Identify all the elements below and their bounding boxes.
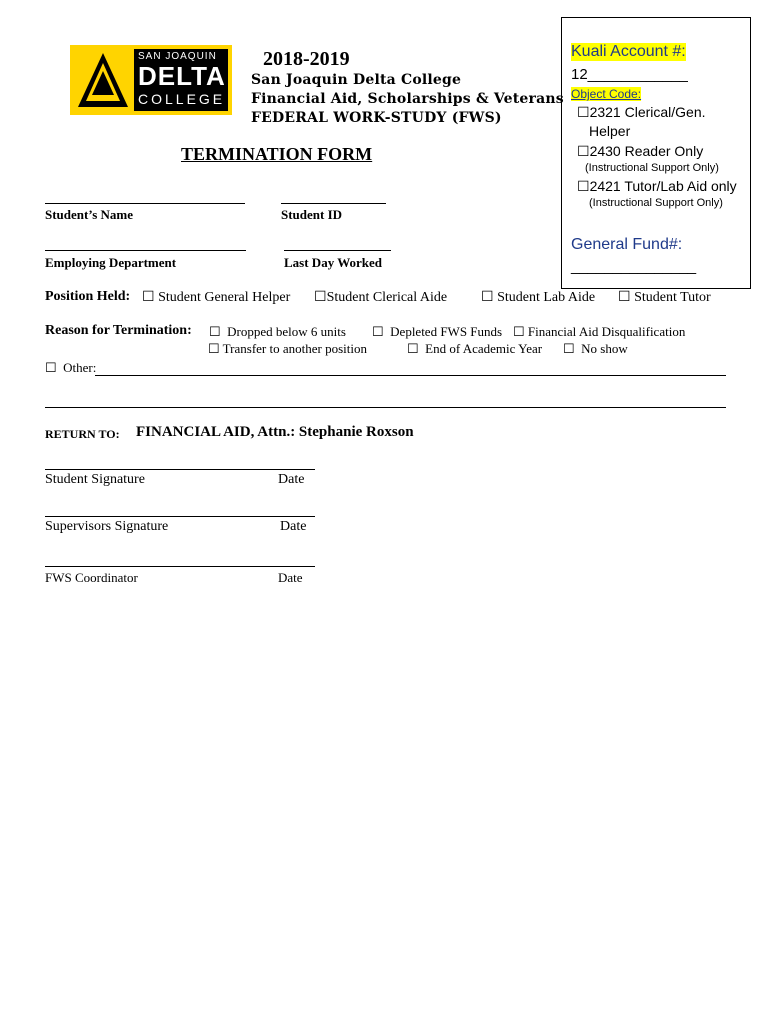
student-id-label: Student ID bbox=[281, 207, 343, 222]
checkbox-icon[interactable]: ☐ bbox=[577, 178, 590, 194]
return-to-label: RETURN TO: bbox=[45, 427, 120, 441]
checkbox-icon[interactable]: ☐ bbox=[577, 104, 590, 120]
code-2430[interactable]: ☐2430 Reader Only bbox=[577, 143, 704, 159]
coordinator-signature-label: FWS Coordinator bbox=[45, 570, 138, 585]
checkbox-icon[interactable]: ☐ bbox=[314, 290, 327, 305]
checkbox-icon[interactable]: ☐ bbox=[481, 290, 494, 305]
code-2321[interactable]: ☐2321 Clerical/Gen. bbox=[577, 104, 706, 120]
other-line-2[interactable] bbox=[45, 407, 726, 408]
checkbox-icon[interactable]: ☐ bbox=[208, 341, 220, 356]
reason-transfer[interactable]: ☐ Transfer to another position bbox=[208, 341, 367, 356]
checkbox-icon[interactable]: ☐ bbox=[372, 324, 384, 339]
last-day-label: Last Day Worked bbox=[284, 255, 382, 270]
position-tutor[interactable]: ☐ Student Tutor bbox=[618, 290, 711, 305]
reason-no-show[interactable]: ☐ No show bbox=[563, 341, 628, 356]
student-signature-date: Date bbox=[278, 472, 305, 487]
return-to-value: FINANCIAL AID, Attn.: Stephanie Roxson bbox=[136, 424, 414, 440]
object-code-label: Object Code: bbox=[571, 87, 642, 101]
checkbox-icon[interactable]: ☐ bbox=[513, 324, 525, 339]
reason-end-of-year[interactable]: ☐ End of Academic Year bbox=[407, 341, 543, 356]
code-2421[interactable]: ☐2421 Tutor/Lab Aid only bbox=[577, 178, 737, 194]
checkbox-icon[interactable]: ☐ bbox=[577, 143, 590, 159]
page-title: TERMINATION FORM bbox=[181, 144, 373, 164]
coordinator-signature-date: Date bbox=[278, 570, 303, 585]
logo-bottom-text: COLLEGE bbox=[138, 91, 226, 107]
code-2421-note: (Instructional Support Only) bbox=[589, 197, 723, 209]
checkbox-icon[interactable]: ☐ bbox=[142, 290, 155, 305]
form-year: 2018-2019 bbox=[263, 48, 350, 70]
reason-dropped-units[interactable]: ☐ Dropped below 6 units bbox=[209, 324, 346, 339]
logo-top-text: SAN JOAQUIN bbox=[138, 51, 217, 62]
position-lab-aide[interactable]: ☐ Student Lab Aide bbox=[481, 290, 596, 305]
logo-mid-text: DELTA bbox=[138, 61, 226, 91]
kuali-account-label: Kuali Account #: bbox=[571, 43, 686, 60]
checkbox-icon[interactable]: ☐ bbox=[618, 290, 631, 305]
checkbox-icon[interactable]: ☐ bbox=[563, 341, 575, 356]
office-name: Financial Aid, Scholarships & Veterans bbox=[251, 91, 564, 107]
checkbox-icon[interactable]: ☐ bbox=[45, 360, 57, 375]
position-general-helper[interactable]: ☐ Student General Helper bbox=[142, 290, 291, 305]
code-2430-note: (Instructional Support Only) bbox=[585, 162, 719, 174]
college-name: San Joaquin Delta College bbox=[251, 72, 462, 88]
other-line-1[interactable] bbox=[95, 375, 726, 376]
student-signature-label: Student Signature bbox=[45, 472, 145, 487]
reason-label: Reason for Termination: bbox=[45, 323, 192, 338]
supervisor-signature-label: Supervisors Signature bbox=[45, 519, 169, 534]
supervisor-signature-date: Date bbox=[280, 519, 307, 534]
student-id-line[interactable] bbox=[281, 203, 386, 204]
reason-fa-disqualification[interactable]: ☐ Financial Aid Disqualification bbox=[513, 324, 686, 339]
department-line[interactable] bbox=[45, 250, 246, 251]
college-logo bbox=[70, 45, 232, 115]
checkbox-icon[interactable]: ☐ bbox=[407, 341, 419, 356]
student-name-label: Student’s Name bbox=[45, 207, 133, 222]
general-fund-value: _______________ bbox=[571, 258, 697, 275]
checkbox-icon[interactable]: ☐ bbox=[209, 324, 221, 339]
department-label: Employing Department bbox=[45, 255, 177, 270]
general-fund-label: General Fund#: bbox=[571, 236, 683, 253]
program-name: FEDERAL WORK-STUDY (FWS) bbox=[251, 110, 502, 126]
position-held-row bbox=[45, 289, 130, 305]
last-day-line[interactable] bbox=[284, 250, 391, 251]
student-name-line[interactable] bbox=[45, 203, 245, 204]
position-clerical-aide[interactable]: ☐Student Clerical Aide bbox=[314, 290, 448, 305]
coordinator-signature-line[interactable] bbox=[45, 566, 315, 567]
reason-other[interactable]: ☐ Other: bbox=[45, 360, 97, 375]
student-signature-line[interactable] bbox=[45, 469, 315, 470]
reason-depleted-funds[interactable]: ☐ Depleted FWS Funds bbox=[372, 324, 503, 339]
position-held-label: Position Held: bbox=[45, 289, 131, 304]
code-2321-cont: Helper bbox=[589, 123, 631, 139]
kuali-account-value: 12____________ bbox=[571, 66, 688, 83]
supervisor-signature-line[interactable] bbox=[45, 516, 315, 517]
